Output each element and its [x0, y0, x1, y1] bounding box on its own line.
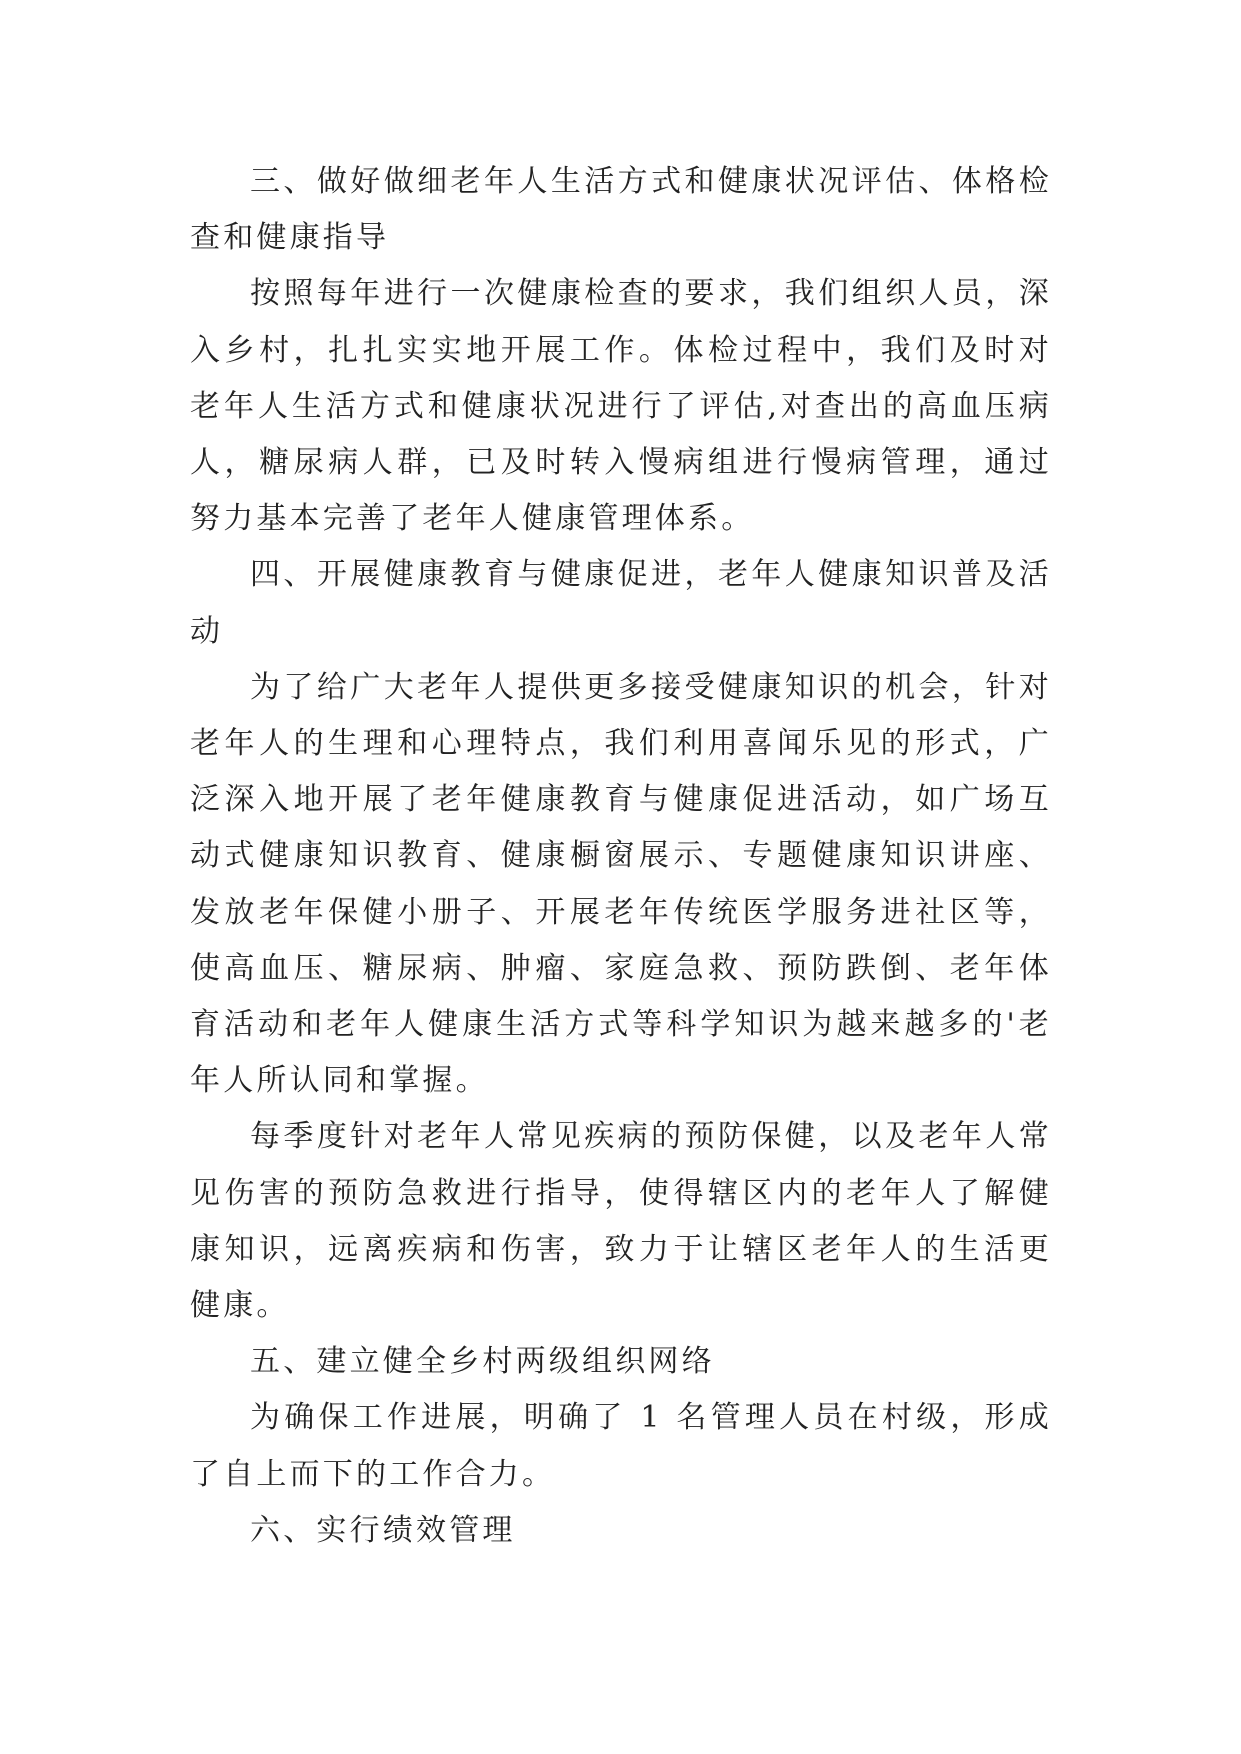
- body-paragraph: 为确保工作进展，明确了 1 名管理人员在村级，形成了自上而下的工作合力。: [190, 1400, 1052, 1492]
- section-heading-3: 三、做好做细老年人生活方式和健康状况评估、体格检查和健康指导: [190, 164, 1052, 256]
- body-paragraph: 为了给广大老年人提供更多接受健康知识的机会，针对老年人的生理和心理特点，我们利用喜闻乐见的形式，广泛深入地开展了老年健康教育与健康促进活动，如广场互动式健康知识教育、健康橱窗展示、专题健康知识讲座、发放老年保健小册子、开展老年传统医学服务进社区等，使高血压、糖尿病、肿瘤、家庭急救、预防跌倒、老年体育活动和老年人健康生活方式等科学知识为越来越多的'老年人所认同和掌握。: [190, 669, 1052, 1099]
- section-heading-6: 六、实行绩效管理: [250, 1512, 516, 1548]
- body-paragraph: 每季度针对老年人常见疾病的预防保健，以及老年人常见伤害的预防急救进行指导，使得辖区内的老年人了解健康知识，远离疾病和伤害，致力于让辖区老年人的生活更健康。: [190, 1119, 1052, 1324]
- section-heading-4: 四、开展健康教育与健康促进，老年人健康知识普及活动: [190, 557, 1052, 649]
- document-body: [190, 154, 1052, 1559]
- body-paragraph: 按照每年进行一次健康检查的要求，我们组织人员，深入乡村，扎扎实实地开展工作。体检过程中，我们及时对老年人生活方式和健康状况进行了评估,对查出的高血压病人，糖尿病人群，已及时转入慢病组进行慢病管理，通过努力基本完善了老年人健康管理体系。: [190, 276, 1052, 537]
- section-heading-5: 五、建立健全乡村两级组织网络: [250, 1344, 715, 1380]
